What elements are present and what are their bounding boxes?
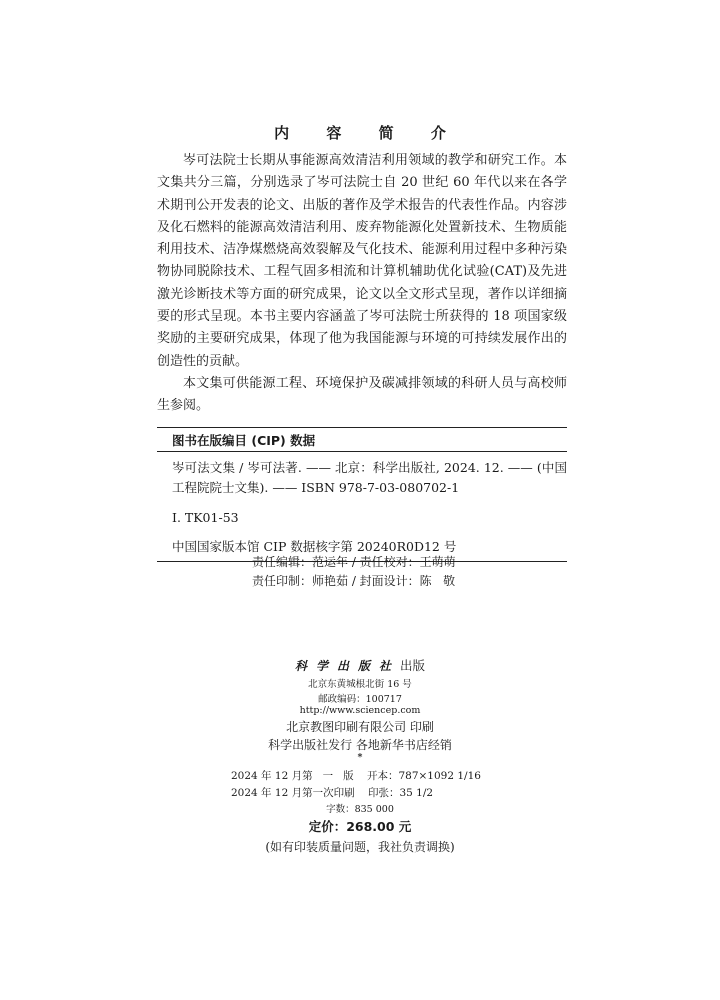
cip-heading: 图书在版编目 (CIP) 数据 [172, 433, 316, 448]
publisher-line [0, 656, 720, 674]
content-summary [157, 150, 567, 418]
price: 定价：268.00 元 [308, 819, 412, 834]
edition-line: 2024 年 12 月第 一 版 开本：787×1092 1/16 [231, 770, 481, 782]
publisher-logo: 科学出版社 [294, 659, 400, 673]
cip-number: 中国国家版本馆 CIP 数据核字第 20240R0D12 号 [172, 539, 457, 554]
divider-asterisk: * [357, 752, 363, 763]
publisher-postcode: 邮政编码：100717 [318, 694, 402, 705]
cip-classification: Ⅰ. TK01-53 [172, 510, 239, 525]
printer-line: 北京教图印刷有限公司 印刷 [286, 720, 434, 734]
page-title: 内 容 简 介 [274, 124, 462, 142]
distribution-line: 科学出版社发行 各地新华书店经销 [268, 738, 452, 752]
staff-line-editors: 责任编辑：范运年 / 责任校对：王萌萌 [252, 555, 456, 569]
publisher-address: 北京东黄城根北街 16 号 [308, 679, 412, 690]
quality-note: (如有印装质量问题，我社负责调换) [265, 840, 455, 854]
cip-record: 岑可法文集 / 岑可法著. —— 北京：科学出版社, 2024. 12. —— (中国工程院院士文集). —— ISBN 978-7-03-080702-1 [172, 460, 567, 495]
publisher-url: http://www.sciencep.com [299, 705, 421, 716]
summary-paragraph-1: 岑可法院士长期从事能源高效清洁利用领域的教学和研究工作。本文集共分三篇，分别选录了岑可法院士自 20 世纪 60 年代以来在各学术期刊公开发表的论文、出版的著作及学术报告的代表性作品。内容涉及化石燃料的能源高效清洁利用、废弃物能源化处置新技术、生物质能利用技术、洁净煤燃烧高效裂解及气化技术、能源利用过程中多种污染物协同脱除技术、工程气固多相流和计算机辅助优化试验(CAT)及先进激光诊断技术等方面的研究成果，论文以全文形式呈现，著作以详细摘要的形式呈现。本书主要内容涵盖了岑可法院士所获得的 18 项国家级奖励的主要研究成果，体现了他为我国能源与环境的可持续发展作出的创造性的贡献。 [157, 153, 567, 369]
printing-line: 2024 年 12 月第一次印刷 印张：35 1/2 [231, 787, 434, 799]
summary-paragraph-2: 本文集可供能源工程、环境保护及碳减排领域的科研人员与高校师生参阅。 [157, 375, 567, 414]
staff-credits [252, 553, 456, 591]
cip-data-block [157, 427, 567, 562]
publisher-suffix: 出版 [400, 658, 426, 673]
word-count: 字数：835 000 [326, 804, 394, 815]
staff-line-production: 责任印制：师艳茹 / 封面设计：陈 敬 [252, 574, 456, 588]
